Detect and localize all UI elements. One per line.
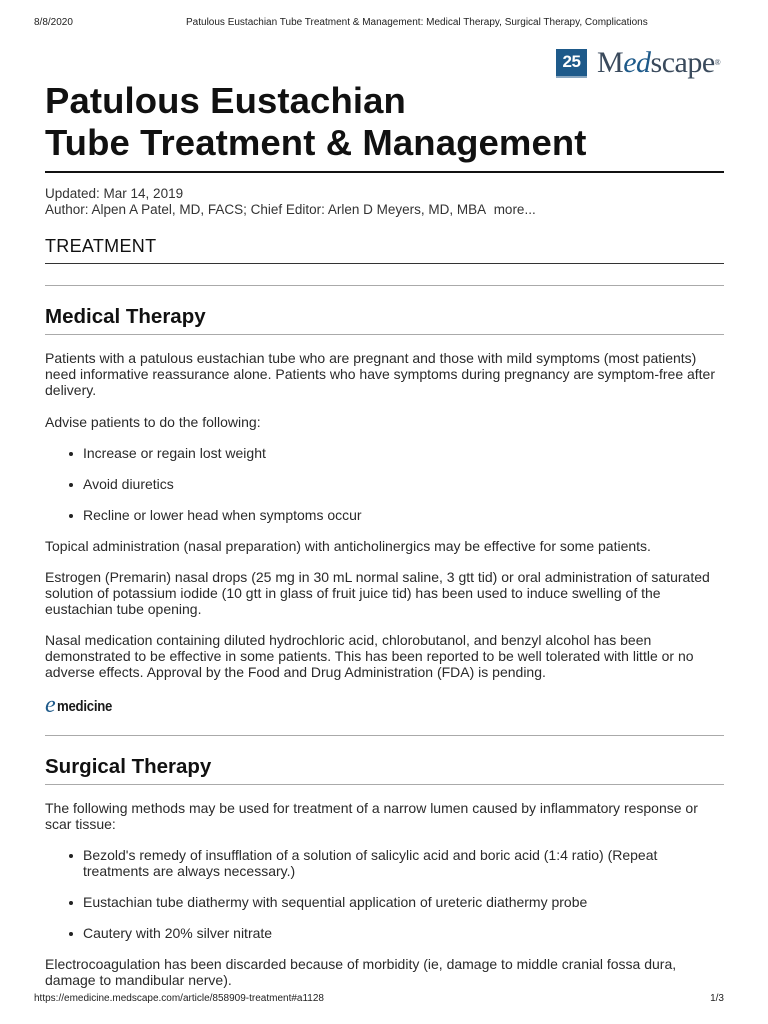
medscape-wordmark	[597, 48, 720, 78]
section-label: TREATMENT	[45, 236, 157, 256]
paragraph: Nasal medication containing diluted hydrochloric acid, chlorobutanol, and benzyl alcohol has been demonstrated to be effective in some patients. This has been reported to be well tolerated with little or no adverse effects. Approval by the Food and Drug Administration (FDA) is pending.	[45, 632, 694, 680]
print-doc-title: Patulous Eustachian Tube Treatment & Management: Medical Therapy, Surgical Therapy, Complications	[186, 17, 648, 28]
page-title	[45, 80, 724, 164]
trademark: ®	[714, 58, 721, 67]
medical-therapy-section	[45, 305, 724, 716]
list-item: Cautery with 20% silver nitrate	[45, 925, 724, 941]
surgical-therapy-heading: Surgical Therapy	[45, 755, 212, 778]
advice-list	[45, 445, 724, 523]
section-divider-light	[45, 285, 724, 286]
paragraph: Electrocoagulation has been discarded because of morbidity (ie, damage to middle cranial fossa dura, damage to mandibular nerve).	[45, 956, 677, 988]
list-item: Eustachian tube diathermy with sequential application of ureteric diathermy probe	[45, 894, 724, 910]
emedicine-e: e	[45, 692, 56, 718]
paragraph: Advise patients to do the following:	[45, 414, 261, 430]
brand-pre: M	[597, 46, 624, 79]
title-line-2: Tube Treatment & Management	[45, 122, 587, 163]
medscape-logo[interactable]	[556, 48, 720, 78]
title-divider	[45, 171, 724, 173]
paragraph: Patients with a patulous eustachian tube who are pregnant and those with mild symptoms (most patients) need informative reassurance alone. Patients who have symptoms during pregnancy are symptom-free after delivery.	[45, 350, 716, 398]
list-item: Increase or regain lost weight	[45, 445, 724, 461]
author-line	[45, 202, 724, 218]
updated-date: Updated: Mar 14, 2019	[45, 186, 184, 201]
page-number: 1/3	[710, 993, 724, 1004]
heading-divider	[45, 334, 724, 335]
emedicine-word: medicine	[56, 698, 112, 715]
more-link[interactable]: more...	[493, 202, 536, 217]
article-meta	[45, 186, 724, 218]
anniversary-badge: 25	[556, 49, 587, 78]
author-text: Author: Alpen A Patel, MD, FACS; Chief Editor: Arlen D Meyers, MD, MBA	[45, 202, 487, 217]
paragraph: Estrogen (Premarin) nasal drops (25 mg in 30 mL normal saline, 3 gtt tid) or oral administration of saturated solution of potassium iodide (10 gtt in glass of fruit juice tid) has been used to induce swelling of the eustachian tube opening.	[45, 569, 710, 617]
methods-list	[45, 847, 724, 941]
section-divider-light	[45, 735, 724, 736]
list-item: Bezold's remedy of insufflation of a solution of salicylic acid and boric acid (1:4 ratio) (Repeat treatments are always necessary.)	[45, 847, 724, 879]
medical-therapy-heading: Medical Therapy	[45, 305, 206, 328]
list-item: Recline or lower head when symptoms occur	[45, 507, 724, 523]
page-url[interactable]: https://emedicine.medscape.com/article/858909-treatment#a1128	[34, 993, 324, 1004]
heading-divider	[45, 784, 724, 785]
title-line-1: Patulous Eustachian	[45, 80, 406, 121]
brand-ed: ed	[623, 46, 651, 79]
list-item: Avoid diuretics	[45, 476, 724, 492]
section-divider	[45, 263, 724, 264]
emedicine-logo	[45, 694, 724, 716]
surgical-therapy-section	[45, 755, 724, 988]
brand-post: scape	[650, 46, 715, 79]
print-date: 8/8/2020	[34, 17, 73, 28]
paragraph: The following methods may be used for treatment of a narrow lumen caused by inflammatory response or scar tissue:	[45, 800, 698, 832]
paragraph: Topical administration (nasal preparation) with anticholinergics may be effective for some patients.	[45, 538, 651, 554]
article-content	[45, 80, 724, 988]
